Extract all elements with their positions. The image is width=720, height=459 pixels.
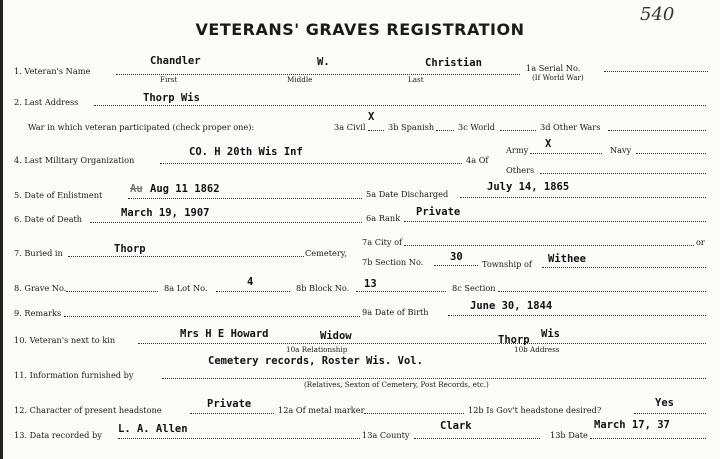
label-first: First (160, 75, 178, 84)
label-recorded: 13. Data recorded by (14, 430, 102, 440)
label-birth: 9a Date of Birth (362, 307, 429, 317)
city-line (404, 245, 694, 246)
lot-value: 4 (247, 276, 254, 288)
label-last: Last (408, 75, 424, 84)
enlistment-struck: Au (130, 183, 143, 195)
grave-line (66, 291, 158, 292)
label-8c-section: 8c Section (452, 283, 496, 293)
army-mark: X (545, 138, 552, 150)
label-kin: 10. Veteran's next to kin (14, 335, 116, 345)
metal-marker-line (364, 413, 464, 414)
war-mark: X (368, 111, 375, 123)
label-navy: Navy (610, 145, 632, 155)
label-remarks: 9. Remarks (14, 308, 62, 318)
label-info-note: (Relatives, Sexton of Cemetery, Post Records, etc.) (304, 380, 489, 389)
label-address: 2. Last Address (14, 97, 79, 107)
serial-line (604, 71, 708, 72)
others-line (540, 173, 706, 174)
label-civil: 3a Civil (334, 122, 366, 132)
label-block: 8b Block No. (296, 283, 350, 293)
relationship-value: Widow (320, 330, 352, 342)
rank-value: Private (416, 206, 461, 218)
date-line (590, 438, 706, 439)
kin-name-value: Mrs H E Howard (180, 328, 269, 340)
label-cemetery: Cemetery, (305, 248, 347, 258)
navy-line (636, 153, 706, 154)
label-others: Others (506, 165, 535, 175)
card-edge (0, 0, 3, 459)
kin-city-value: Thorp (498, 334, 530, 346)
township-line (542, 267, 706, 268)
label-grave: 8. Grave No. (14, 283, 67, 293)
middle-name-value: W. (317, 56, 330, 68)
other-wars-line (608, 130, 706, 131)
recorded-value: L. A. Allen (118, 423, 188, 435)
label-world: 3c World (458, 122, 495, 132)
death-line (90, 222, 362, 223)
label-or: or (696, 237, 705, 247)
section-value: 30 (450, 251, 463, 263)
remarks-line (64, 316, 360, 317)
army-line (530, 153, 602, 154)
address-line (94, 105, 706, 106)
headstone-line (190, 413, 274, 414)
discharged-line (460, 197, 706, 198)
form-title: VETERANS' GRAVES REGISTRATION (195, 20, 525, 39)
kin-state-value: Wis (541, 328, 560, 340)
label-township: Township of (482, 259, 532, 269)
birth-value: June 30, 1844 (470, 300, 553, 312)
label-kin-address: 10b Address (514, 345, 560, 354)
county-line (414, 438, 540, 439)
label-other-wars: 3d Other Wars (540, 122, 601, 132)
organization-value: CO. H 20th Wis Inf (189, 146, 303, 158)
organization-line (160, 163, 462, 164)
spanish-line (436, 130, 454, 131)
label-buried: 7. Buried in (14, 248, 63, 258)
label-name: 1. Veteran's Name (14, 66, 91, 76)
page-number: 540 (640, 4, 675, 25)
label-organization: 4. Last Military Organization (14, 155, 135, 165)
county-value: Clark (440, 420, 472, 432)
label-headstone: 12. Character of present headstone (14, 405, 162, 415)
label-info: 11. Information furnished by (14, 370, 134, 380)
label-metal-marker: 12a Of metal marker (278, 405, 365, 415)
rank-line (404, 221, 706, 222)
section-line (434, 265, 478, 266)
enlistment-line (128, 198, 362, 199)
label-govt-headstone: 12b Is Gov't headstone desired? (468, 405, 602, 415)
discharged-value: July 14, 1865 (487, 181, 570, 193)
info-line (162, 378, 706, 379)
birth-line (448, 315, 706, 316)
label-county: 13a County (362, 430, 410, 440)
township-value: Withee (548, 253, 586, 265)
label-spanish: 3b Spanish (388, 122, 435, 132)
label-serial: 1a Serial No. (526, 63, 581, 73)
address-value: Thorp Wis (143, 92, 200, 104)
block-value: 13 (364, 278, 377, 290)
death-value: March 19, 1907 (121, 207, 210, 219)
label-relationship: 10a Relationship (286, 345, 348, 354)
label-date: 13b Date (550, 430, 588, 440)
first-name-value: Chandler (150, 55, 201, 67)
label-rank: 6a Rank (366, 213, 401, 223)
label-world-war: (If World War) (532, 73, 584, 82)
label-of: 4a Of (466, 155, 489, 165)
kin-line (138, 343, 706, 344)
label-middle: Middle (287, 75, 313, 84)
info-value: Cemetery records, Roster Wis. Vol. (208, 355, 423, 367)
label-discharged: 5a Date Discharged (366, 189, 449, 199)
govt-value: Yes (655, 397, 674, 409)
block-line (356, 291, 446, 292)
buried-line (68, 256, 304, 257)
recorded-line (118, 438, 360, 439)
world-line (500, 130, 536, 131)
label-war: War in which veteran participated (check proper one): (28, 122, 255, 132)
govt-line (634, 413, 706, 414)
label-army: Army (506, 145, 529, 155)
civil-line (368, 130, 384, 131)
date-value: March 17, 37 (594, 419, 670, 431)
label-enlistment: 5. Date of Enlistment (14, 190, 103, 200)
buried-value: Thorp (114, 243, 146, 255)
label-city: 7a City of (362, 237, 403, 247)
8c-section-line (498, 291, 706, 292)
enlistment-value: Aug 11 1862 (150, 183, 220, 195)
headstone-value: Private (207, 398, 252, 410)
label-section-no: 7b Section No. (362, 257, 424, 267)
lot-line (216, 291, 290, 292)
label-lot: 8a Lot No. (164, 283, 208, 293)
label-death: 6. Date of Death (14, 214, 83, 224)
last-name-value: Christian (425, 57, 482, 69)
